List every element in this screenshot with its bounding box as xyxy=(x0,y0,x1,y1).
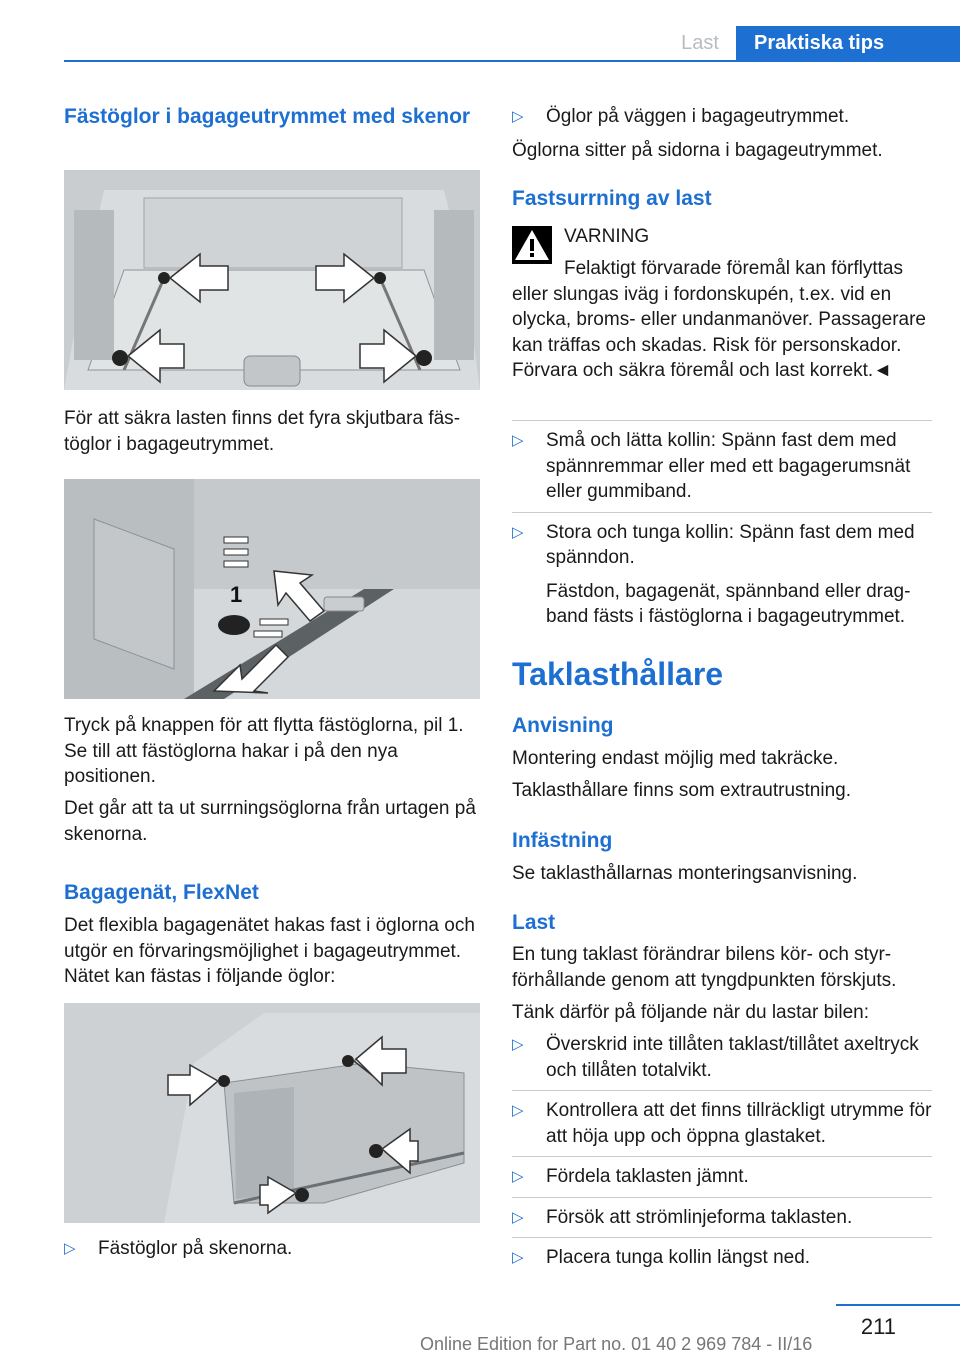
list-item: ▷ Överskrid inte tillåten taklast/tillåtet axeltryck och tillåten totalvikt. xyxy=(512,1032,932,1083)
list-item: ▷ Placera tunga kollin längst ned. xyxy=(512,1245,932,1271)
heading-roof-rack: Taklasthållare xyxy=(512,656,724,692)
photo-trunk-side xyxy=(64,1003,480,1223)
callout-1: 1 xyxy=(230,582,243,607)
list-item: ▷ Kontrollera att det finns tillräckligt utrymme för att höja upp och öppna glastaket. xyxy=(512,1098,932,1149)
photo-rail-detail xyxy=(64,479,480,699)
list-item-small: ▷ Små och lätta kollin: Spänn fast dem med spännremmar eller med ett bagagerumsnät eller gummiband. xyxy=(512,428,932,505)
triangle-bullet-icon: ▷ xyxy=(512,108,524,125)
footer-edition: Online Edition for Part no. 01 40 2 969 784 - II/16 xyxy=(420,1334,813,1354)
heading-flexnet: Bagagenät, FlexNet xyxy=(64,881,259,904)
triangle-bullet-icon: ▷ xyxy=(512,1102,524,1119)
para-load-1: En tung taklast förändrar bilens kör- och styrförhållande genom att tyngdpunkten förskjuts. xyxy=(512,944,897,991)
triangle-bullet-icon: ▷ xyxy=(512,1249,524,1266)
para-press-button: Tryck på knappen för att flytta fästöglorna, pil 1. Se till att fästöglorna hakar i på den nya positionen. xyxy=(64,715,464,787)
triangle-bullet-icon: ▷ xyxy=(512,432,524,449)
para-mounting: Se taklasthållarnas monteringsanvisning. xyxy=(512,863,858,884)
triangle-bullet-icon: ▷ xyxy=(512,523,524,541)
warning-title: VARNING xyxy=(564,226,650,247)
list-item-large: ▷ Stora och tunga kollin: Spänn fast dem med spänndon. xyxy=(512,520,932,571)
triangle-bullet-icon: ▷ xyxy=(512,1036,524,1053)
para-sides: Öglorna sitter på sidorna i bagageutrymmet. xyxy=(512,140,883,161)
warning-text: Felaktigt förvarade föremål kan förflyttas eller slungas iväg i fordonskupén, t.ex. vid en olycka, broms- eller undanmanöver. Passagerare kan träffas och skadas. Risk för personskador. Förvara och säkra föremål och last korrekt.◄ xyxy=(512,258,926,381)
tab-praktiska-tips: Praktiska tips xyxy=(736,26,960,62)
para-load-2: Tänk därför på följande när du lastar bilen: xyxy=(512,1002,869,1023)
secure-list xyxy=(512,420,932,630)
heading-mounting: Infästning xyxy=(512,829,613,852)
triangle-bullet-icon: ▷ xyxy=(512,1168,524,1185)
heading-secure-load: Fastsurrning av last xyxy=(512,187,712,210)
list-item: ▷ Fördela taklasten jämnt. xyxy=(512,1164,932,1190)
para-four-eyelets: För att säkra lasten finns det fyra skjutbara fästöglor i bagageutrymmet. xyxy=(64,408,461,455)
triangle-bullet-icon: ▷ xyxy=(64,1240,76,1257)
load-list xyxy=(512,1032,932,1271)
para-note-2: Taklasthållare finns som extrautrustning. xyxy=(512,780,851,801)
heading-rails: Fästöglor i bagageutrymmet med skenor xyxy=(64,105,471,128)
triangle-bullet-icon: ▷ xyxy=(512,1208,524,1226)
list-separator xyxy=(512,1197,932,1198)
footer-rule xyxy=(836,1304,960,1306)
list-separator xyxy=(512,512,932,513)
list-separator xyxy=(512,1090,932,1091)
list-separator xyxy=(512,420,932,421)
photo-trunk-rails xyxy=(64,170,480,390)
list-item: ▷ Försök att strömlinjeforma taklasten. xyxy=(512,1205,932,1231)
heading-load: Last xyxy=(512,911,556,934)
para-flexnet: Det flexibla bagagenätet hakas fast i öglorna och utgör en förvaringsmöjlighet i bagageutrymmet. Nätet kan fästas i följande öglor: xyxy=(64,915,475,987)
list-item-large-sub: Fästdon, bagagenät, spännband eller dragband fästs i fästöglorna i bagageutrymmet. xyxy=(546,580,911,627)
para-remove-eyelets: Det går att ta ut surrningsöglorna från urtagen på skenorna. xyxy=(64,798,476,845)
list-separator xyxy=(512,1156,932,1157)
tab-last: Last xyxy=(681,32,719,54)
para-note-1: Montering endast möjlig med takräcke. xyxy=(512,748,839,769)
page-number: 211 xyxy=(860,1314,896,1339)
heading-note: Anvisning xyxy=(512,714,614,737)
list-item-rails: ▷ Fästöglor på skenorna. xyxy=(64,1236,484,1262)
list-separator xyxy=(512,1237,932,1238)
header-rule xyxy=(64,60,960,62)
list-item-wall: ▷ Öglor på väggen i bagageutrymmet. xyxy=(512,104,932,130)
